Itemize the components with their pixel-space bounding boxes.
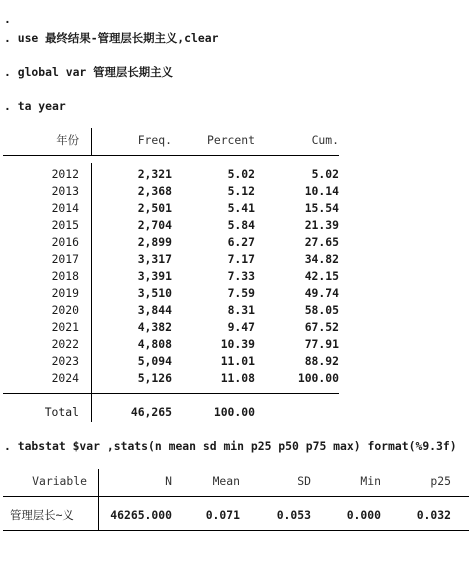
stats-p25: 0.032 bbox=[416, 508, 451, 522]
header-min: Min bbox=[360, 474, 381, 488]
row-cum: 77.91 bbox=[304, 337, 339, 351]
row-cum: 58.05 bbox=[304, 303, 339, 317]
header-variable: Variable bbox=[32, 474, 87, 488]
total-percent: 100.00 bbox=[213, 405, 255, 419]
total-label: Total bbox=[44, 405, 79, 419]
table-header-rule bbox=[3, 496, 469, 497]
row-freq: 5,126 bbox=[137, 371, 172, 385]
row-percent: 11.08 bbox=[220, 371, 255, 385]
row-cum: 49.74 bbox=[304, 286, 339, 300]
stats-sd: 0.053 bbox=[276, 508, 311, 522]
row-cum: 21.39 bbox=[304, 218, 339, 232]
row-percent: 7.17 bbox=[227, 252, 255, 266]
stats-variable-name: 管理层长~义 bbox=[10, 508, 74, 522]
header-percent: Percent bbox=[206, 133, 255, 147]
row-year: 2021 bbox=[51, 320, 79, 334]
header-freq: Freq. bbox=[137, 133, 172, 147]
row-percent: 6.27 bbox=[227, 235, 255, 249]
command-tabstat: . tabstat $var ,stats(n mean sd min p25 p50 p75 max) format(%9.3f) bbox=[4, 439, 457, 453]
row-freq: 2,501 bbox=[137, 201, 172, 215]
table-column-divider bbox=[98, 469, 99, 531]
row-year: 2013 bbox=[51, 184, 79, 198]
row-year: 2012 bbox=[51, 167, 79, 181]
header-n: N bbox=[165, 474, 172, 488]
row-percent: 5.02 bbox=[227, 167, 255, 181]
row-percent: 9.47 bbox=[227, 320, 255, 334]
command-use: . use 最终结果-管理层长期主义,clear bbox=[4, 31, 219, 45]
row-cum: 10.14 bbox=[304, 184, 339, 198]
row-year: 2019 bbox=[51, 286, 79, 300]
table-column-divider bbox=[91, 128, 92, 156]
row-percent: 5.12 bbox=[227, 184, 255, 198]
row-freq: 4,382 bbox=[137, 320, 172, 334]
table-column-divider bbox=[91, 393, 92, 422]
row-freq: 3,510 bbox=[137, 286, 172, 300]
row-percent: 7.59 bbox=[227, 286, 255, 300]
row-percent: 10.39 bbox=[220, 337, 255, 351]
row-year: 2024 bbox=[51, 371, 79, 385]
row-freq: 3,844 bbox=[137, 303, 172, 317]
table-bottom-rule bbox=[3, 530, 469, 531]
row-year: 2017 bbox=[51, 252, 79, 266]
total-freq: 46,265 bbox=[130, 405, 172, 419]
header-p25: p25 bbox=[430, 474, 451, 488]
row-freq: 2,368 bbox=[137, 184, 172, 198]
row-year: 2018 bbox=[51, 269, 79, 283]
header-cum: Cum. bbox=[311, 133, 339, 147]
row-percent: 11.01 bbox=[220, 354, 255, 368]
table-total-rule bbox=[3, 393, 339, 394]
row-percent: 5.84 bbox=[227, 218, 255, 232]
row-freq: 3,391 bbox=[137, 269, 172, 283]
stats-n: 46265.000 bbox=[110, 508, 172, 522]
row-cum: 88.92 bbox=[304, 354, 339, 368]
table-header-rule bbox=[3, 155, 339, 156]
row-cum: 42.15 bbox=[304, 269, 339, 283]
command-tabulate: . ta year bbox=[4, 99, 66, 113]
row-cum: 34.82 bbox=[304, 252, 339, 266]
row-cum: 100.00 bbox=[297, 371, 339, 385]
row-cum: 27.65 bbox=[304, 235, 339, 249]
empty-prompt: . bbox=[4, 12, 11, 26]
header-sd: SD bbox=[297, 474, 311, 488]
command-global: . global var 管理层长期主义 bbox=[4, 65, 173, 79]
row-freq: 3,317 bbox=[137, 252, 172, 266]
stats-min: 0.000 bbox=[346, 508, 381, 522]
row-year: 2023 bbox=[51, 354, 79, 368]
row-cum: 5.02 bbox=[311, 167, 339, 181]
row-year: 2022 bbox=[51, 337, 79, 351]
row-year: 2014 bbox=[51, 201, 79, 215]
row-percent: 7.33 bbox=[227, 269, 255, 283]
row-percent: 5.41 bbox=[227, 201, 255, 215]
row-year: 2020 bbox=[51, 303, 79, 317]
row-freq: 5,094 bbox=[137, 354, 172, 368]
row-freq: 2,704 bbox=[137, 218, 172, 232]
row-freq: 2,321 bbox=[137, 167, 172, 181]
row-freq: 4,808 bbox=[137, 337, 172, 351]
row-freq: 2,899 bbox=[137, 235, 172, 249]
row-percent: 8.31 bbox=[227, 303, 255, 317]
row-cum: 15.54 bbox=[304, 201, 339, 215]
row-cum: 67.52 bbox=[304, 320, 339, 334]
stats-mean: 0.071 bbox=[205, 508, 240, 522]
header-mean: Mean bbox=[212, 474, 240, 488]
row-year: 2016 bbox=[51, 235, 79, 249]
table-column-divider bbox=[91, 163, 92, 393]
row-year: 2015 bbox=[51, 218, 79, 232]
header-year: 年份 bbox=[56, 133, 79, 147]
